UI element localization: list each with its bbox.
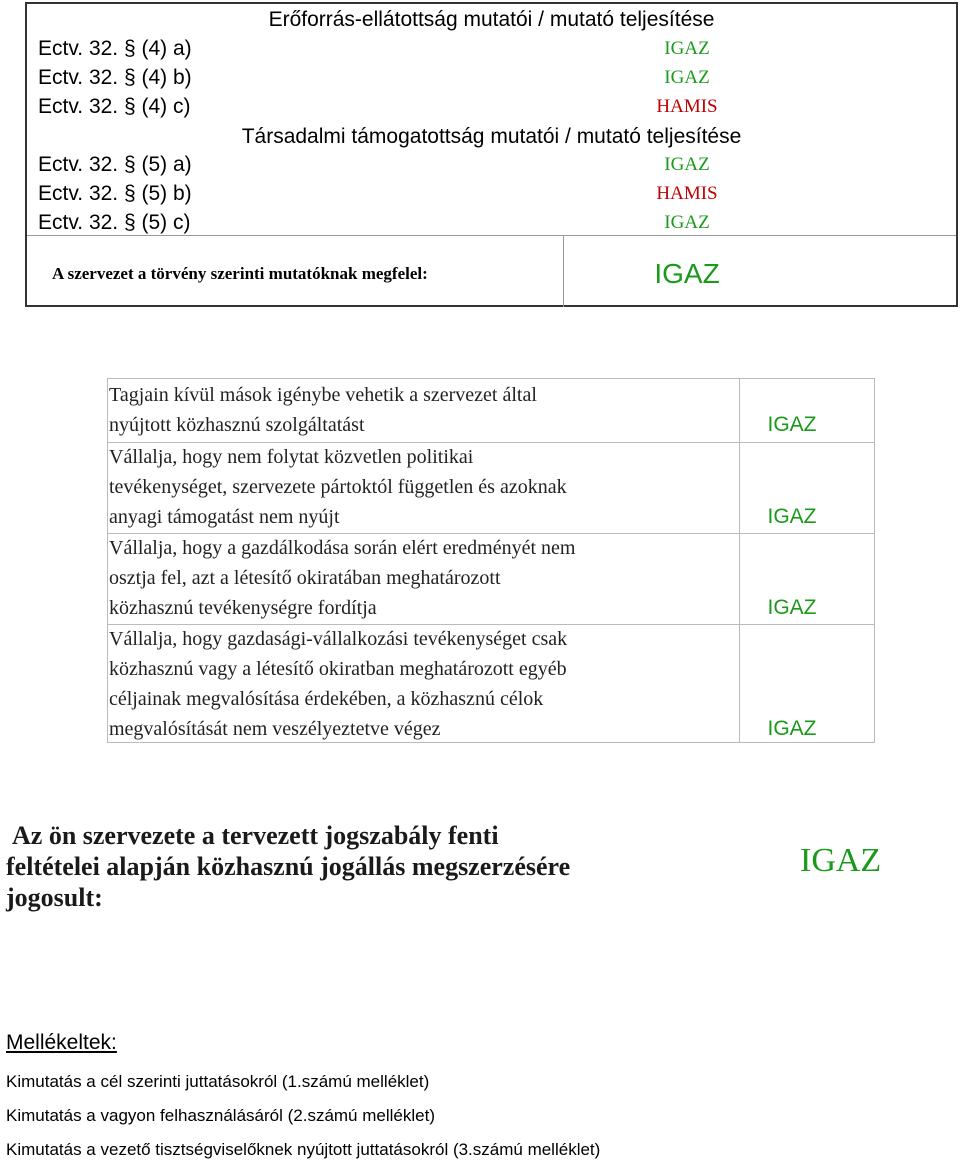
attachments-title: Mellékeltek: [6, 1031, 117, 1054]
summary-divider [27, 235, 956, 236]
attachment-item: Kimutatás a cél szerinti juttatásokról (1.számú melléklet) [6, 1072, 430, 1091]
summary-column-divider [563, 235, 564, 307]
indicator-label: Ectv. 32. § (5) b) [38, 182, 192, 205]
criteria-value: IGAZ [767, 717, 817, 740]
criteria-text-line: megvalósítását nem veszélyeztetve végez [109, 718, 441, 740]
criteria-value: IGAZ [767, 596, 817, 619]
conclusion-text [6, 820, 766, 913]
summary-label: A szervezet a törvény szerinti mutatóknak megfelel: [52, 264, 428, 283]
indicator-value: IGAZ [664, 67, 710, 88]
indicator-value: IGAZ [664, 212, 710, 233]
criteria-value: IGAZ [767, 413, 817, 436]
criteria-text-line: Vállalja, hogy gazdasági-vállalkozási tevékenységet csak [109, 628, 568, 650]
indicator-value: HAMIS [656, 96, 718, 117]
criteria-text-line: közhasznú vagy a létesítő okiratban meghatározott egyéb [109, 658, 567, 680]
indicator-value: IGAZ [664, 154, 710, 175]
criteria-text-line: céljainak megvalósítása érdekében, a közhasznú célok [109, 688, 544, 710]
criteria-text-line: tevékenységet, szervezete pártoktól független és azoknak [109, 476, 567, 498]
indicator-label: Ectv. 32. § (5) c) [38, 211, 191, 234]
indicator-value: HAMIS [656, 183, 718, 204]
conclusion-line: Az ön szervezete a tervezett jogszabály fenti [12, 821, 499, 850]
attachment-item: Kimutatás a vezető tisztségviselőknek nyújtott juttatásokról (3.számú melléklet) [6, 1140, 601, 1159]
criteria-text-line: nyújtott közhasznú szolgáltatást [109, 414, 365, 436]
criteria-text-line: anyagi támogatást nem nyújt [109, 506, 340, 528]
attachment-item: Kimutatás a vagyon felhasználásáról (2.számú melléklet) [6, 1106, 435, 1125]
indicator-value: IGAZ [664, 38, 710, 59]
indicator-label: Ectv. 32. § (4) b) [38, 66, 192, 89]
criteria-text-line: Vállalja, hogy nem folytat közvetlen politikai [109, 446, 474, 468]
indicator-label: Ectv. 32. § (4) c) [38, 95, 191, 118]
criteria-text-line: közhasznú tevékenységre fordítja [109, 597, 377, 619]
conclusion-line: feltételei alapján közhasznú jogállás megszerzésére [6, 852, 571, 881]
indicator-table [25, 2, 958, 307]
criteria-text-line: osztja fel, azt a létesítő okiratában meghatározott [109, 567, 501, 589]
summary-value: IGAZ [654, 258, 720, 289]
support-section-title: Társadalmi támogatottság mutatói / mutató teljesítése [241, 125, 742, 148]
criteria-text-line: Vállalja, hogy a gazdálkodása során elért eredményét nem [109, 537, 576, 559]
criteria-text-line: Tagjain kívül mások igénybe vehetik a szervezet által [109, 384, 537, 406]
resource-section-title: Erőforrás-ellátottság mutatói / mutató teljesítése [268, 8, 715, 31]
indicator-label: Ectv. 32. § (5) a) [38, 153, 192, 176]
conclusion-value: IGAZ [800, 842, 882, 879]
criteria-value: IGAZ [767, 505, 817, 528]
criteria-table [107, 378, 875, 743]
conclusion-line: jogosult: [6, 883, 103, 912]
indicator-label: Ectv. 32. § (4) a) [38, 37, 192, 60]
